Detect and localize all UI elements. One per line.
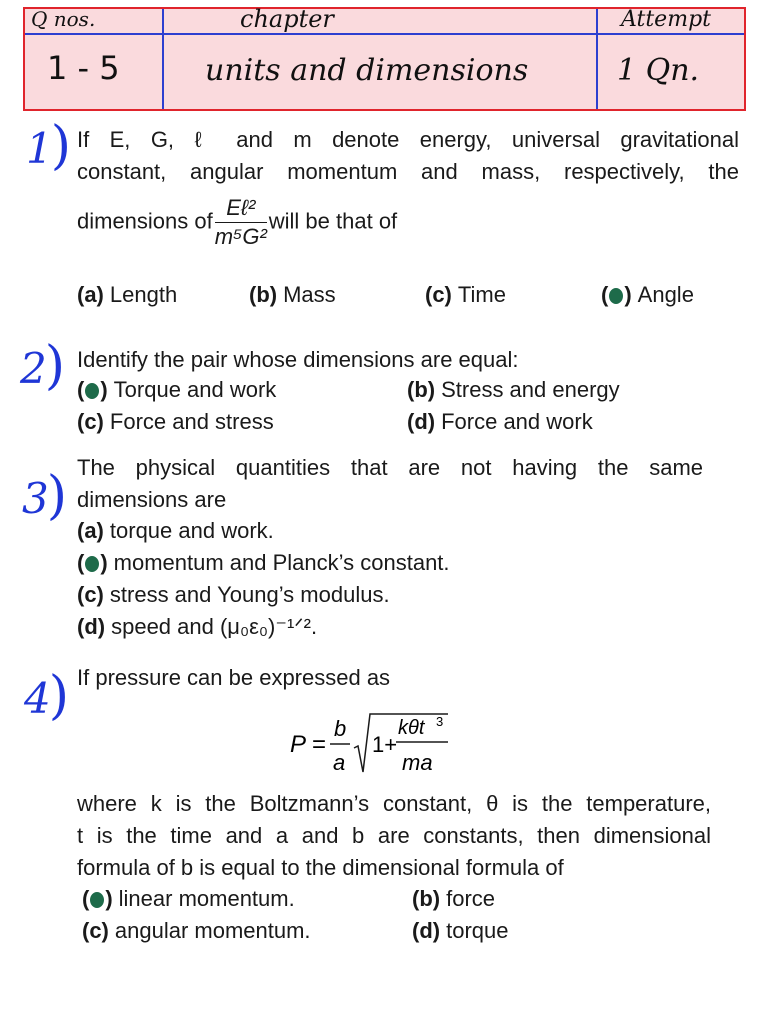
fraction-numerator: Eℓ² xyxy=(215,194,267,223)
option-b[interactable]: (b) Stress and energy xyxy=(407,377,620,402)
question-text: dimensions are xyxy=(77,487,227,512)
header-chapter-label: chapter xyxy=(240,5,334,33)
header-attempt-label: Attempt xyxy=(621,7,711,32)
header-divider xyxy=(25,33,744,35)
option-c[interactable]: (c) stress and Young’s modulus. xyxy=(77,582,390,607)
header-table xyxy=(23,7,746,111)
option-d[interactable]: (d) speed and (μ₀ε₀)⁻¹ᐟ². xyxy=(77,614,318,639)
question-text: Identify the pair whose dimensions are equal: xyxy=(77,347,519,372)
question-3 xyxy=(77,452,703,516)
option-b[interactable]: (b) Mass xyxy=(249,282,336,307)
option-c[interactable]: (c) Force and stress xyxy=(77,409,274,434)
question-range: 1 - 5 xyxy=(47,49,120,87)
question-text: formula of b is equal to the dimensional formula of xyxy=(77,855,564,880)
question-number: 2) xyxy=(20,336,66,396)
header-qnos-label: Q nos. xyxy=(31,7,96,31)
question-text: If pressure can be expressed as xyxy=(77,665,391,690)
question-text: dimensions of xyxy=(77,208,213,234)
option-a[interactable]: (a) torque and work. xyxy=(77,518,274,543)
option-b[interactable]: (b) force xyxy=(412,886,496,911)
answer-mark xyxy=(85,383,99,399)
question-4-body xyxy=(77,788,711,884)
option-a[interactable]: (a) Length xyxy=(77,282,178,307)
question-number: 3) xyxy=(22,466,68,526)
formula-p: P xyxy=(290,731,307,758)
formula-b: b xyxy=(334,716,347,741)
option-d-marked[interactable]: ( ) Angle xyxy=(601,282,694,307)
pressure-formula xyxy=(288,708,458,784)
question-text: will be that of xyxy=(268,208,398,234)
option-d[interactable]: (d) Force and work xyxy=(407,409,593,434)
formula-kthetat: kθt xyxy=(398,717,425,739)
option-a-marked[interactable]: ( ) Torque and work xyxy=(77,377,277,402)
question-2 xyxy=(77,344,518,376)
attempt-count: 1 Qn. xyxy=(617,53,700,88)
question-text: constant, angular momentum and mass, respectively, the xyxy=(77,159,739,184)
option-c[interactable]: (c) Time xyxy=(425,282,506,307)
answer-mark xyxy=(609,288,623,304)
formula-equals: = xyxy=(312,731,327,758)
option-d[interactable]: (d) torque xyxy=(412,918,509,943)
column-divider xyxy=(162,9,164,109)
formula-a: a xyxy=(333,750,346,775)
question-1-fraction-line xyxy=(77,194,397,251)
column-divider xyxy=(596,9,598,109)
formula-ma: ma xyxy=(402,750,433,775)
question-1 xyxy=(77,124,739,188)
formula-one: 1+ xyxy=(372,732,398,757)
option-b-marked[interactable]: ( ) momentum and Planck’s constant. xyxy=(77,550,450,575)
answer-mark xyxy=(85,556,99,572)
chapter-topic: units and dimensions xyxy=(205,53,529,88)
question-text: If E, G, ℓ and m denote energy, universal gravitational xyxy=(77,127,739,152)
option-c[interactable]: (c) angular momentum. xyxy=(82,918,311,943)
question-number: 1) xyxy=(26,116,72,176)
answer-mark xyxy=(90,892,104,908)
question-text: t is the time and a and b are constants, then dimensional xyxy=(77,823,711,848)
option-a-marked[interactable]: ( ) linear momentum. xyxy=(82,886,295,911)
svg-text:3: 3 xyxy=(436,714,444,729)
fraction-denominator: m⁵G² xyxy=(214,224,267,249)
question-text: where k is the Boltzmann’s constant, θ is the temperature, xyxy=(77,791,711,816)
question-number: 4) xyxy=(24,666,70,726)
fraction xyxy=(215,194,267,251)
question-text: The physical quantities that are not having the same xyxy=(77,455,703,480)
question-4 xyxy=(77,662,390,694)
